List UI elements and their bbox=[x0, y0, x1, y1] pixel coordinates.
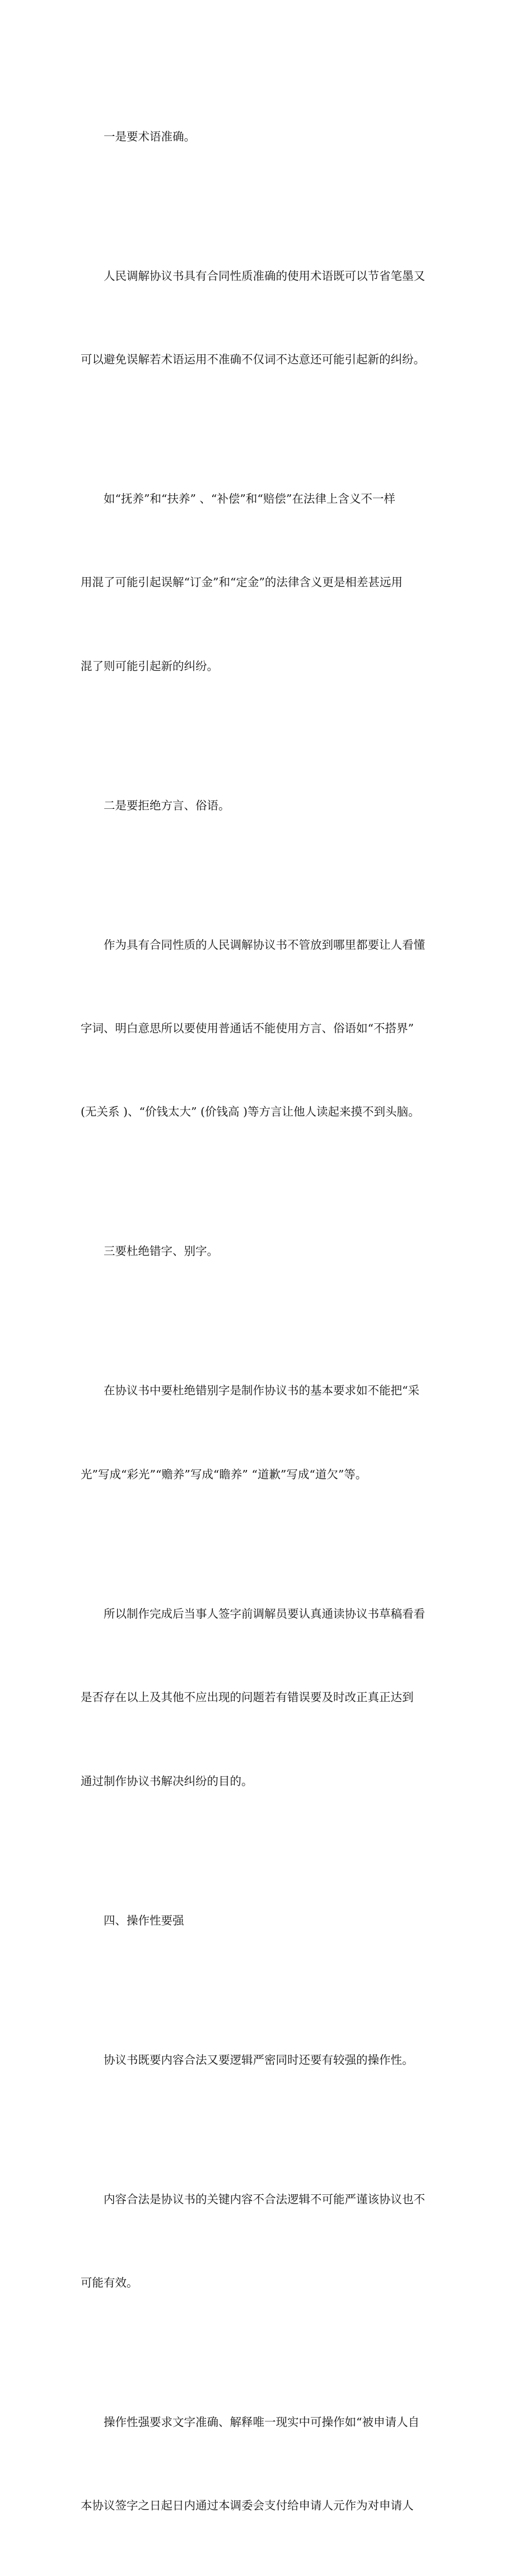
paragraph bbox=[81, 1990, 439, 2130]
text-line: 字词、明白意思所以要使用普通话不能使用方言、俗语如“不搭界” bbox=[81, 1022, 414, 1036]
text-line: (无关系 )、“价钱太大” (价钱高 )等方言让他人读起来摸不到头脑。 bbox=[81, 1105, 420, 1119]
paragraph bbox=[81, 67, 439, 207]
paragraph bbox=[81, 1182, 439, 1322]
text-line: 可以避免误解若术语运用不准确不仅词不达意还可能引起新的纠纷。 bbox=[81, 352, 425, 366]
paragraph bbox=[81, 1544, 439, 1851]
paragraph bbox=[81, 875, 439, 1182]
text-line: 操作性强要求文字准确、解释唯一现实中可操作如“被申请人自 bbox=[104, 2415, 419, 2429]
text-line: 通过制作协议书解决纠纷的目的。 bbox=[81, 1774, 253, 1788]
text-line: 人民调解协议书具有合同性质准确的使用术语既可以节省笔墨又 bbox=[104, 269, 425, 283]
paragraph bbox=[81, 736, 439, 875]
text-line: 一是要术语准确。 bbox=[104, 129, 195, 143]
text-line: 所以制作完成后当事人签字前调解员要认真通读协议书草稿看看 bbox=[104, 1607, 425, 1620]
text-line: 光”写成“彩光”“赡养”写成“瞻养” “道歉”写成“道欠”等。 bbox=[81, 1467, 367, 1481]
text-line: 是否存在以上及其他不应出现的问题若有错误要及时改正真正达到 bbox=[81, 1690, 414, 1704]
text-line: 内容合法是协议书的关键内容不合法逻辑不可能严谨该协议也不 bbox=[104, 2192, 425, 2206]
text-line: 四、操作性要强 bbox=[104, 1913, 184, 1927]
text-line: 用混了可能引起误解“订金”和“定金”的法律含义更是相差甚远用 bbox=[81, 575, 403, 589]
paragraph bbox=[81, 207, 439, 429]
document-body bbox=[81, 67, 439, 2576]
text-line: 混了则可能引起新的纠纷。 bbox=[81, 659, 218, 673]
paragraph bbox=[81, 1322, 439, 1544]
text-line: 本协议签字之日起日内通过本调委会支付给申请人元作为对申请人 bbox=[81, 2499, 414, 2513]
paragraph bbox=[81, 2130, 439, 2353]
text-line: 二是要拒绝方言、俗语。 bbox=[104, 798, 230, 812]
text-line: 作为具有合同性质的人民调解协议书不管放到哪里都要让人看懂 bbox=[104, 938, 425, 952]
text-line: 三要杜绝错字、别字。 bbox=[104, 1244, 218, 1258]
text-line: 如“抚养”和“扶养” 、“补偿”和“赔偿”在法律上含义不一样 bbox=[104, 491, 395, 505]
paragraph bbox=[81, 2353, 439, 2575]
text-line: 协议书既要内容合法又要逻辑严密同时还要有较强的操作性。 bbox=[104, 2053, 414, 2067]
text-line: 在协议书中要杜绝错别字是制作协议书的基本要求如不能把“采 bbox=[104, 1384, 419, 1398]
text-line: 可能有效。 bbox=[81, 2275, 138, 2289]
paragraph bbox=[81, 429, 439, 736]
paragraph bbox=[81, 1851, 439, 1990]
